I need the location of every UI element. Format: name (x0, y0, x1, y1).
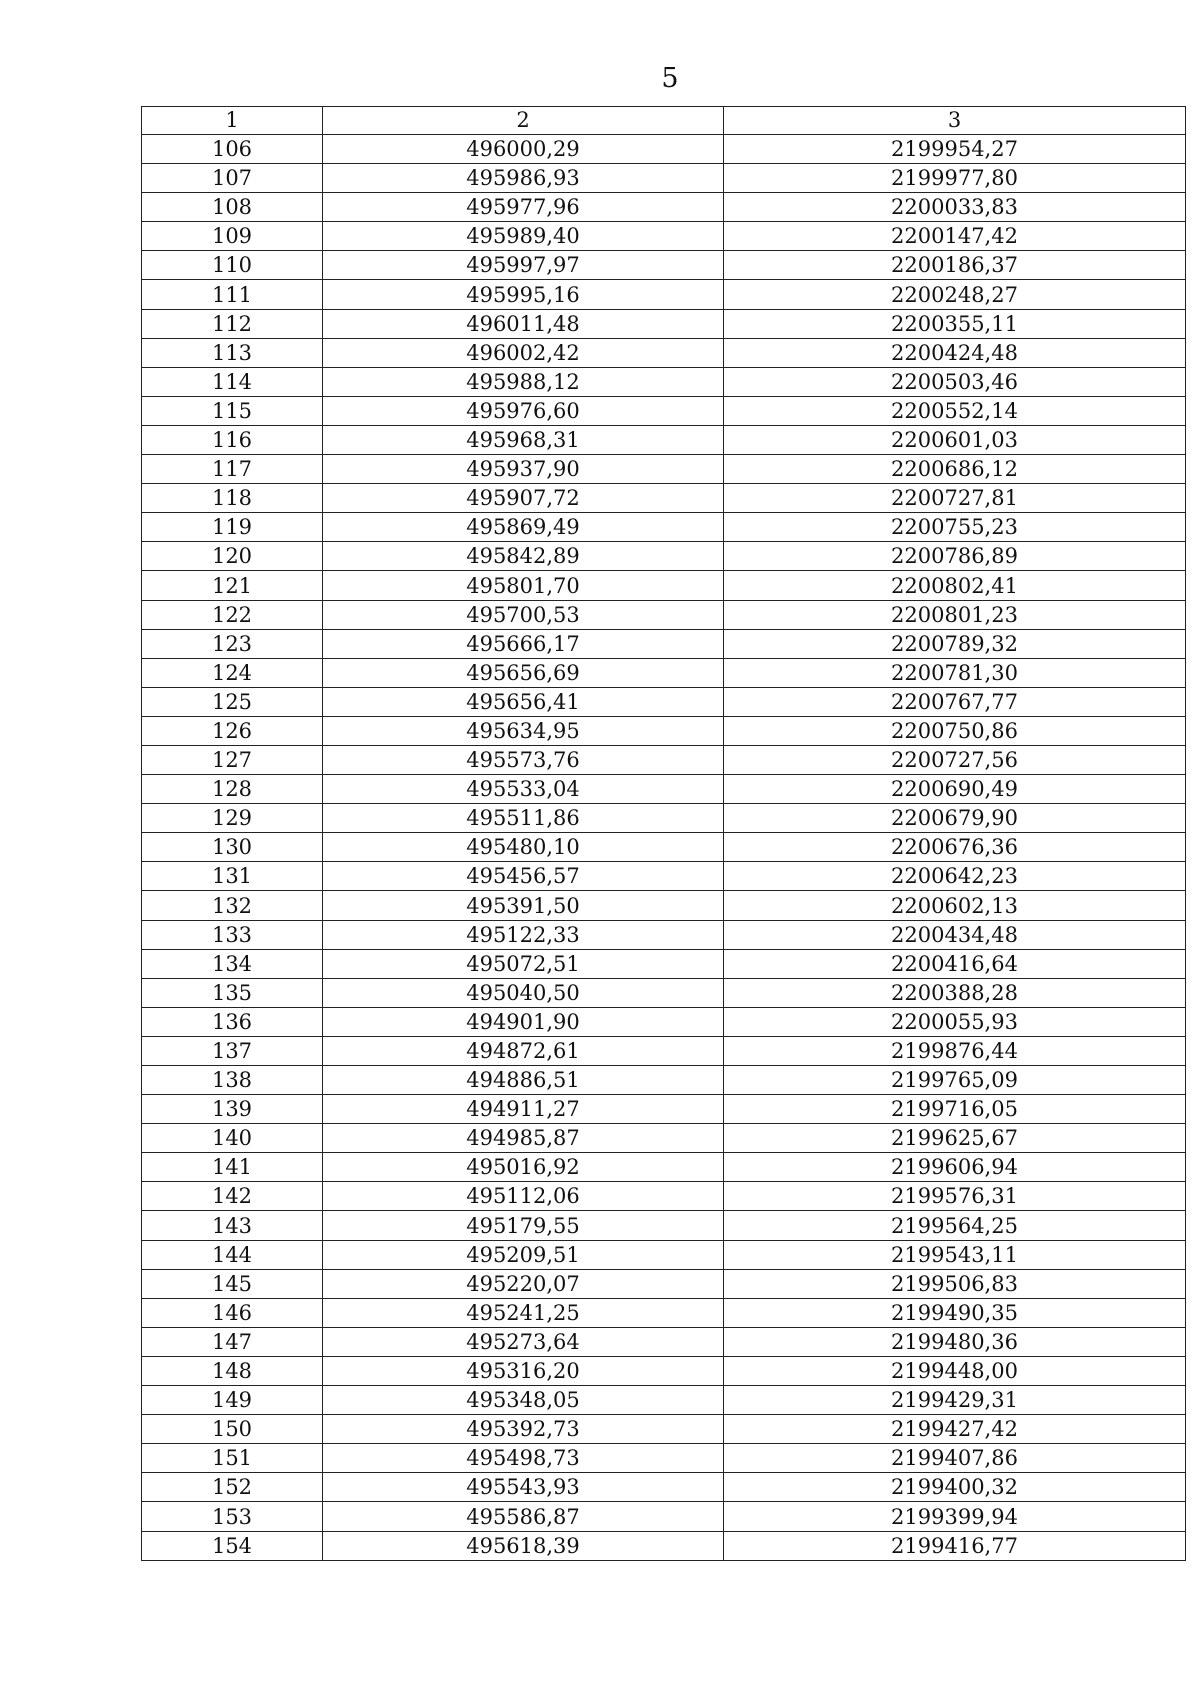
cell-number: 110 (142, 251, 323, 280)
cell-y-coordinate: 2200802,41 (724, 571, 1186, 600)
cell-y-coordinate: 2200355,11 (724, 309, 1186, 338)
table-row (142, 309, 1186, 338)
cell-number: 126 (142, 716, 323, 745)
table-row (142, 804, 1186, 833)
cell-number: 131 (142, 862, 323, 891)
table-row (142, 1124, 1186, 1153)
cell-y-coordinate: 2200186,37 (724, 251, 1186, 280)
table-row (142, 1007, 1186, 1036)
cell-y-coordinate: 2200755,23 (724, 513, 1186, 542)
cell-x-coordinate: 495533,04 (323, 775, 724, 804)
cell-x-coordinate: 494901,90 (323, 1007, 724, 1036)
cell-x-coordinate: 495586,87 (323, 1502, 724, 1531)
table-row (142, 1211, 1186, 1240)
cell-x-coordinate: 495511,86 (323, 804, 724, 833)
cell-x-coordinate: 496000,29 (323, 135, 724, 164)
table-row (142, 1066, 1186, 1095)
table-row (142, 1153, 1186, 1182)
cell-x-coordinate: 495869,49 (323, 513, 724, 542)
cell-x-coordinate: 494911,27 (323, 1095, 724, 1124)
table-row (142, 1182, 1186, 1211)
cell-y-coordinate: 2199954,27 (724, 135, 1186, 164)
cell-y-coordinate: 2200679,90 (724, 804, 1186, 833)
table-header-row (142, 107, 1186, 135)
table-row (142, 600, 1186, 629)
cell-y-coordinate: 2200434,48 (724, 920, 1186, 949)
table-row (142, 425, 1186, 454)
cell-y-coordinate: 2200033,83 (724, 193, 1186, 222)
cell-number: 106 (142, 135, 323, 164)
cell-x-coordinate: 495995,16 (323, 280, 724, 309)
cell-y-coordinate: 2199977,80 (724, 164, 1186, 193)
cell-x-coordinate: 496002,42 (323, 338, 724, 367)
cell-x-coordinate: 495801,70 (323, 571, 724, 600)
table-row (142, 1298, 1186, 1327)
table-row (142, 1531, 1186, 1560)
cell-y-coordinate: 2199876,44 (724, 1036, 1186, 1065)
table-row (142, 367, 1186, 396)
cell-x-coordinate: 495220,07 (323, 1269, 724, 1298)
cell-number: 123 (142, 629, 323, 658)
table-row (142, 280, 1186, 309)
cell-number: 121 (142, 571, 323, 600)
cell-y-coordinate: 2200789,32 (724, 629, 1186, 658)
cell-x-coordinate: 495316,20 (323, 1356, 724, 1385)
cell-x-coordinate: 495392,73 (323, 1415, 724, 1444)
cell-x-coordinate: 495937,90 (323, 455, 724, 484)
cell-y-coordinate: 2200503,46 (724, 367, 1186, 396)
table-row (142, 396, 1186, 425)
cell-y-coordinate: 2200055,93 (724, 1007, 1186, 1036)
cell-number: 139 (142, 1095, 323, 1124)
table-row (142, 1327, 1186, 1356)
cell-number: 154 (142, 1531, 323, 1560)
cell-number: 122 (142, 600, 323, 629)
cell-number: 134 (142, 949, 323, 978)
cell-x-coordinate: 495209,51 (323, 1240, 724, 1269)
cell-y-coordinate: 2200781,30 (724, 658, 1186, 687)
table-row (142, 1269, 1186, 1298)
cell-number: 113 (142, 338, 323, 367)
table-row (142, 338, 1186, 367)
cell-x-coordinate: 495968,31 (323, 425, 724, 454)
table-row (142, 251, 1186, 280)
cell-x-coordinate: 495634,95 (323, 716, 724, 745)
cell-y-coordinate: 2200767,77 (724, 687, 1186, 716)
cell-number: 130 (142, 833, 323, 862)
cell-x-coordinate: 495700,53 (323, 600, 724, 629)
cell-number: 115 (142, 396, 323, 425)
table-row (142, 193, 1186, 222)
table-row (142, 1415, 1186, 1444)
cell-y-coordinate: 2199480,36 (724, 1327, 1186, 1356)
cell-number: 143 (142, 1211, 323, 1240)
cell-y-coordinate: 2199765,09 (724, 1066, 1186, 1095)
cell-number: 109 (142, 222, 323, 251)
cell-x-coordinate: 495179,55 (323, 1211, 724, 1240)
cell-y-coordinate: 2199400,32 (724, 1473, 1186, 1502)
cell-number: 149 (142, 1386, 323, 1415)
cell-y-coordinate: 2199429,31 (724, 1386, 1186, 1415)
table-row (142, 1356, 1186, 1385)
cell-y-coordinate: 2199543,11 (724, 1240, 1186, 1269)
cell-number: 107 (142, 164, 323, 193)
cell-y-coordinate: 2199490,35 (724, 1298, 1186, 1327)
cell-y-coordinate: 2199564,25 (724, 1211, 1186, 1240)
cell-x-coordinate: 495498,73 (323, 1444, 724, 1473)
cell-x-coordinate: 495656,69 (323, 658, 724, 687)
cell-y-coordinate: 2200690,49 (724, 775, 1186, 804)
cell-number: 146 (142, 1298, 323, 1327)
cell-number: 108 (142, 193, 323, 222)
cell-number: 124 (142, 658, 323, 687)
table-row (142, 978, 1186, 1007)
cell-x-coordinate: 495112,06 (323, 1182, 724, 1211)
cell-number: 142 (142, 1182, 323, 1211)
table-row (142, 222, 1186, 251)
cell-x-coordinate: 495656,41 (323, 687, 724, 716)
cell-number: 148 (142, 1356, 323, 1385)
table-row (142, 833, 1186, 862)
cell-number: 114 (142, 367, 323, 396)
page-number: 5 (661, 63, 679, 94)
cell-y-coordinate: 2200727,56 (724, 745, 1186, 774)
table-row (142, 542, 1186, 571)
cell-x-coordinate: 495997,97 (323, 251, 724, 280)
cell-y-coordinate: 2200727,81 (724, 484, 1186, 513)
cell-y-coordinate: 2199576,31 (724, 1182, 1186, 1211)
cell-x-coordinate: 495976,60 (323, 396, 724, 425)
cell-x-coordinate: 495122,33 (323, 920, 724, 949)
cell-y-coordinate: 2200552,14 (724, 396, 1186, 425)
cell-number: 136 (142, 1007, 323, 1036)
cell-x-coordinate: 496011,48 (323, 309, 724, 338)
table-row (142, 1473, 1186, 1502)
column-header-number: 1 (142, 107, 323, 135)
cell-number: 112 (142, 309, 323, 338)
cell-x-coordinate: 495456,57 (323, 862, 724, 891)
cell-x-coordinate: 494872,61 (323, 1036, 724, 1065)
cell-y-coordinate: 2200424,48 (724, 338, 1186, 367)
cell-y-coordinate: 2199716,05 (724, 1095, 1186, 1124)
column-header-y: 3 (724, 107, 1186, 135)
table-row (142, 1240, 1186, 1269)
cell-x-coordinate: 494985,87 (323, 1124, 724, 1153)
cell-y-coordinate: 2199625,67 (724, 1124, 1186, 1153)
cell-number: 152 (142, 1473, 323, 1502)
cell-y-coordinate: 2199416,77 (724, 1531, 1186, 1560)
cell-y-coordinate: 2200248,27 (724, 280, 1186, 309)
cell-number: 120 (142, 542, 323, 571)
cell-number: 119 (142, 513, 323, 542)
cell-x-coordinate: 495618,39 (323, 1531, 724, 1560)
column-header-x: 2 (323, 107, 724, 135)
cell-y-coordinate: 2200801,23 (724, 600, 1186, 629)
cell-number: 151 (142, 1444, 323, 1473)
table-row (142, 629, 1186, 658)
table-row (142, 455, 1186, 484)
cell-y-coordinate: 2199399,94 (724, 1502, 1186, 1531)
cell-x-coordinate: 495666,17 (323, 629, 724, 658)
cell-number: 116 (142, 425, 323, 454)
cell-y-coordinate: 2200602,13 (724, 891, 1186, 920)
cell-x-coordinate: 495573,76 (323, 745, 724, 774)
cell-y-coordinate: 2199427,42 (724, 1415, 1186, 1444)
table-row (142, 920, 1186, 949)
table-row (142, 513, 1186, 542)
cell-x-coordinate: 495907,72 (323, 484, 724, 513)
cell-number: 118 (142, 484, 323, 513)
cell-number: 137 (142, 1036, 323, 1065)
table-row (142, 1095, 1186, 1124)
cell-number: 135 (142, 978, 323, 1007)
cell-x-coordinate: 495072,51 (323, 949, 724, 978)
cell-y-coordinate: 2200676,36 (724, 833, 1186, 862)
table-row (142, 484, 1186, 513)
cell-x-coordinate: 495040,50 (323, 978, 724, 1007)
cell-y-coordinate: 2199506,83 (724, 1269, 1186, 1298)
table-row (142, 862, 1186, 891)
cell-x-coordinate: 495391,50 (323, 891, 724, 920)
cell-x-coordinate: 495016,92 (323, 1153, 724, 1182)
table-row (142, 716, 1186, 745)
table-row (142, 135, 1186, 164)
table-row (142, 891, 1186, 920)
cell-number: 145 (142, 1269, 323, 1298)
cell-number: 153 (142, 1502, 323, 1531)
cell-x-coordinate: 495977,96 (323, 193, 724, 222)
cell-x-coordinate: 495988,12 (323, 367, 724, 396)
cell-x-coordinate: 494886,51 (323, 1066, 724, 1095)
cell-number: 111 (142, 280, 323, 309)
table-body (142, 135, 1186, 1561)
table-row (142, 775, 1186, 804)
cell-number: 128 (142, 775, 323, 804)
cell-x-coordinate: 495543,93 (323, 1473, 724, 1502)
table-row (142, 1386, 1186, 1415)
cell-y-coordinate: 2200416,64 (724, 949, 1186, 978)
cell-number: 133 (142, 920, 323, 949)
cell-y-coordinate: 2199448,00 (724, 1356, 1186, 1385)
cell-x-coordinate: 495989,40 (323, 222, 724, 251)
cell-number: 129 (142, 804, 323, 833)
cell-y-coordinate: 2200147,42 (724, 222, 1186, 251)
cell-x-coordinate: 495241,25 (323, 1298, 724, 1327)
cell-y-coordinate: 2200642,23 (724, 862, 1186, 891)
cell-y-coordinate: 2199407,86 (724, 1444, 1186, 1473)
table-row (142, 1502, 1186, 1531)
cell-number: 144 (142, 1240, 323, 1269)
cell-y-coordinate: 2200686,12 (724, 455, 1186, 484)
cell-number: 127 (142, 745, 323, 774)
cell-number: 138 (142, 1066, 323, 1095)
cell-number: 141 (142, 1153, 323, 1182)
cell-number: 140 (142, 1124, 323, 1153)
cell-y-coordinate: 2200750,86 (724, 716, 1186, 745)
table-row (142, 164, 1186, 193)
cell-x-coordinate: 495480,10 (323, 833, 724, 862)
table-row (142, 1036, 1186, 1065)
table-row (142, 658, 1186, 687)
cell-number: 132 (142, 891, 323, 920)
table-row (142, 571, 1186, 600)
cell-y-coordinate: 2199606,94 (724, 1153, 1186, 1182)
cell-number: 117 (142, 455, 323, 484)
cell-x-coordinate: 495273,64 (323, 1327, 724, 1356)
cell-y-coordinate: 2200786,89 (724, 542, 1186, 571)
table-row (142, 1444, 1186, 1473)
table-row (142, 687, 1186, 716)
cell-number: 125 (142, 687, 323, 716)
table-row (142, 949, 1186, 978)
cell-number: 150 (142, 1415, 323, 1444)
cell-x-coordinate: 495348,05 (323, 1386, 724, 1415)
cell-number: 147 (142, 1327, 323, 1356)
coordinates-table (141, 106, 1186, 1561)
cell-x-coordinate: 495842,89 (323, 542, 724, 571)
cell-x-coordinate: 495986,93 (323, 164, 724, 193)
table-row (142, 745, 1186, 774)
cell-y-coordinate: 2200388,28 (724, 978, 1186, 1007)
cell-y-coordinate: 2200601,03 (724, 425, 1186, 454)
